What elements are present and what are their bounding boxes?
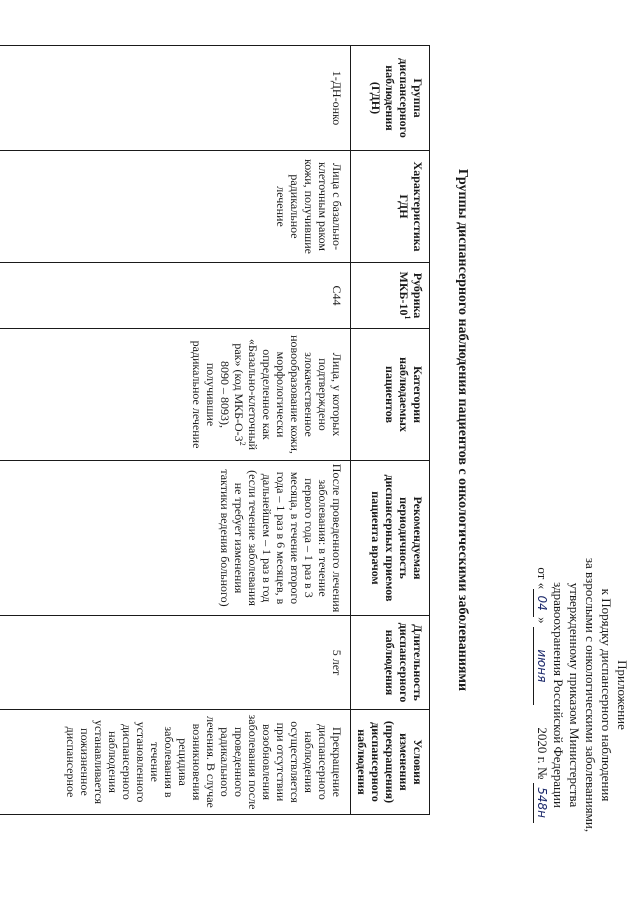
observation-groups-table (0, 45, 430, 815)
table-row (0, 46, 351, 815)
cell-periodicity: После проведенного лечения заболевания: в течение первого года – 1 раз в 3 месяца, в течение второго года – 1 раз в 6 месяцев, в дальнейшем – 1 раз в год (если течение заболевания не требует изменения тактики ведения больного) (0, 461, 351, 616)
document-title: Группы диспансерного наблюдения пациентов с онкологическими заболеваниями (455, 168, 470, 692)
cell-group: 1-ДН-онко (0, 46, 351, 151)
header-icd-text: Рубрика МКБ-10 (397, 271, 425, 319)
cell-category (0, 329, 351, 461)
document-header (533, 495, 630, 895)
cell-conditions: Прекращение диспансерного наблюдения осуществляется при отсутствии возобновления заболевания после проведенного радикального лечения. В случае возникновения рецидива заболевания в течение установленного диспансерного наблюдения устанавливается пожизненное диспансерное (0, 710, 351, 815)
header-group: Группа диспансерного наблюдения (ГДН) (351, 46, 430, 151)
header-category: Категории наблюдаемых пациентов (351, 329, 430, 461)
category-text-cont: 8090 – 8093), получившие радикальное лечение (190, 340, 232, 449)
date-prefix: от « (535, 567, 550, 590)
header-duration: Длительность диспансерного наблюдения (351, 616, 430, 710)
cell-characteristic: Лица с базально-клеточным раком кожи, получившие радикальное лечение (0, 151, 351, 263)
header-conditions: Условия изменения (прекращения) диспансерного наблюдения (351, 710, 430, 815)
category-text: Лица, у которых подтверждено злокачественное новообразование кожи, морфологически определенное как «Базально-клеточный рак» (код МКБ-О-3 (232, 335, 344, 454)
table-header-row (351, 46, 430, 815)
appendix-label: Приложение (615, 660, 630, 730)
cell-duration: 5 лет (0, 616, 351, 710)
header-characteristic: Характеристика ГДН (351, 151, 430, 263)
cell-icd: C44 (0, 263, 351, 329)
footnote-marker: 2 (238, 441, 247, 446)
handwritten-day: 04 (533, 589, 550, 617)
header-periodicity: Рекомендуемая периодичность диспансерных приемов пациента врачом (351, 461, 430, 616)
date-mid: » (535, 617, 550, 624)
footnote-marker: 1 (403, 315, 412, 320)
order-reference-line: за взрослыми с онкологическими заболеваниями, (583, 557, 598, 833)
order-reference-line: к Порядку диспансерного наблюдения (599, 588, 614, 802)
handwritten-month: июня (533, 627, 550, 705)
date-year: 2020 г. № (535, 727, 550, 780)
order-reference-line: здравоохранения Российской Федерации (551, 582, 566, 808)
header-icd (351, 263, 430, 329)
handwritten-order-number: 548н (533, 783, 550, 823)
order-reference-line: утвержденному приказом Министерства (567, 582, 582, 808)
order-date-line (533, 495, 550, 895)
